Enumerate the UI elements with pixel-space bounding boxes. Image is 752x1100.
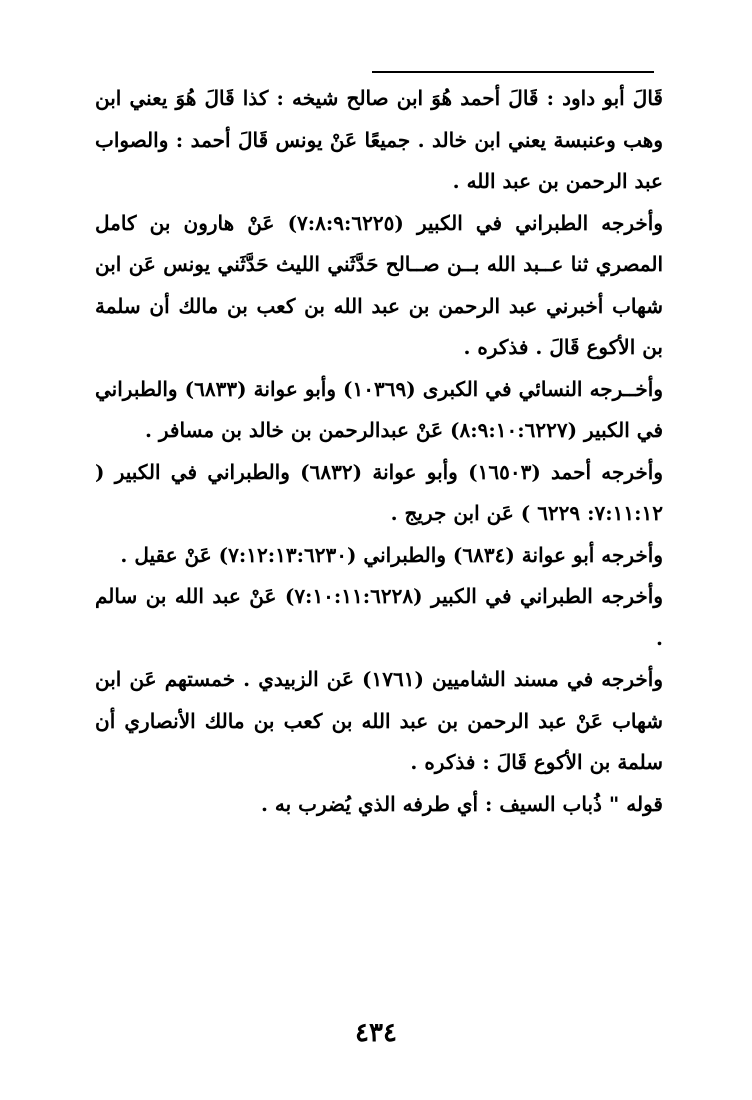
paragraph-uqayl: وأخرجه أبو عوانة (٦٨٣٤) والطبراني (٧:١٢:١٣:٦٢٣٠) عَنْ عقيل .: [120, 542, 663, 567]
paragraph-abu-dawud-note: قَالَ أبو داود : قَالَ أحمد هُوَ ابن صالح شيخه : كذا قَالَ هُوَ يعني ابن وهب وعنبسة يعني ابن خالد . جميعًا عَنْ يونس قَالَ أحمد : والصواب عبد الرحمن بن عبد الله .: [95, 86, 663, 193]
footnote-separator-rule: [372, 71, 654, 73]
page-number: ٤٣٤: [355, 1018, 397, 1048]
paragraph-dhubab-definition: قوله " ذُباب السيف : أي طرفه الذي يُضرب به .: [260, 791, 663, 816]
paragraph-ahmad-ibn-jurayj: وأخرجه أحمد (١٦٥٠٣) وأبو عوانة (٦٨٣٢) والطبراني في الكبير ( ٧:١١:١٢: ٦٢٢٩ ) عَن ابن جريج .: [95, 459, 664, 525]
paragraph-musnad-shamiyyin: وأخرجه في مسند الشاميين (١٧٦١) عَن الزبيدي . خمستهم عَن ابن شهاب عَنْ عبد الرحمن بن عبد الله بن كعب بن مالك الأنصاري أن سلمة بن الأكوع قَالَ : فذكره .: [95, 667, 663, 774]
footnote-text-block: [95, 78, 663, 825]
paragraph-abdullah-ibn-salim: وأخرجه الطبراني في الكبير (٧:١٠:١١:٦٢٢٨) عَنْ عبد الله بن سالم .: [95, 584, 663, 650]
paragraph-nasai-abu-awana: وأخــرجه النسائي في الكبرى (١٠٣٦٩) وأبو عوانة (٦٨٣٣) والطبراني في الكبير (٨:٩:١٠:٦٢٢٧) عَنْ عبدالرحمن بن خالد بن مسافر .: [95, 376, 663, 442]
paragraph-tabarani-harun: وأخرجه الطبراني في الكبير (٧:٨:٩:٦٢٢٥) عَنْ هارون بن كامل المصري ثنا عــبد الله بــن صــالح حَدَّثَني الليث حَدَّثَني يونس عَن ابن شهاب أخبرني عبد الرحمن بن عبد الله بن كعب بن مالك أن سلمة بن الأكوع قَالَ . فذكره .: [95, 210, 663, 359]
